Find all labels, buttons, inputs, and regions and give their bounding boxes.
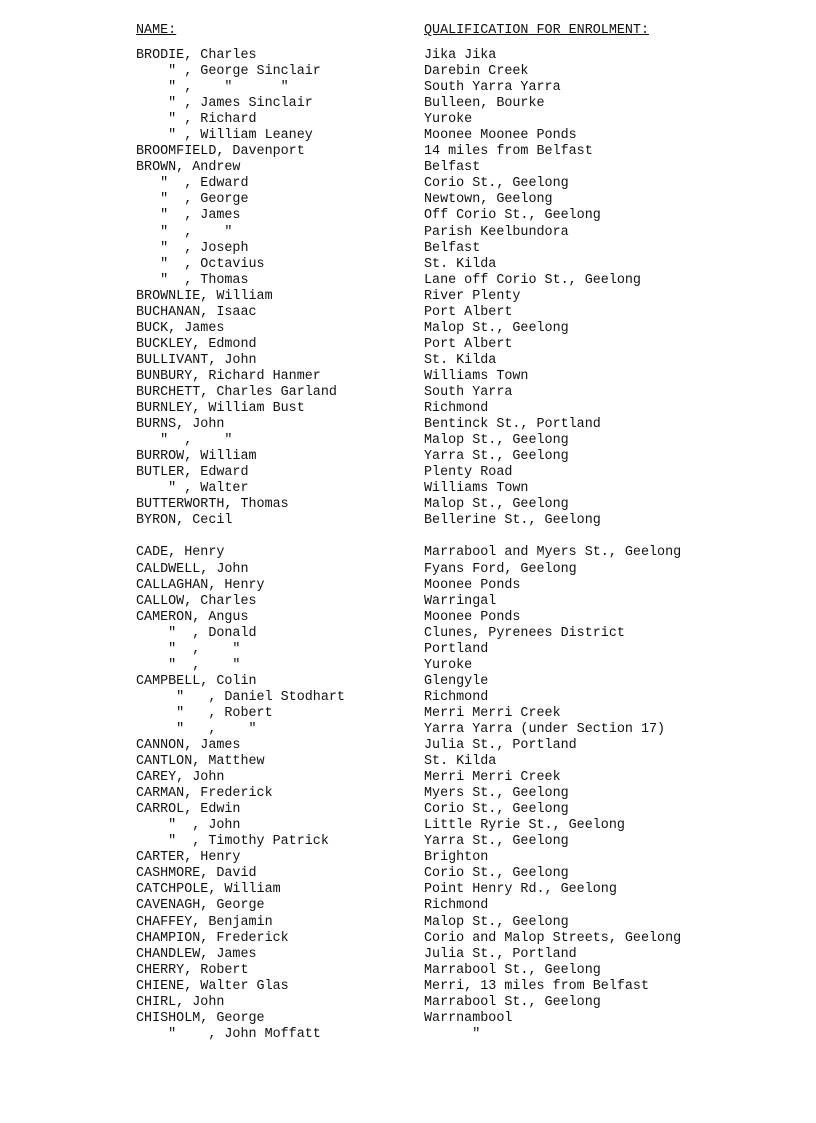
entry-qualification: Williams Town — [424, 368, 529, 384]
entry-qualification: St. Kilda — [424, 754, 497, 770]
entry-qualification: Myers St., Geelong — [424, 786, 569, 802]
list-item — [0, 882, 816, 898]
entry-name: CARMAN, Frederick — [136, 786, 273, 802]
entry-name: " , Octavius — [136, 256, 265, 272]
entry-qualification: Richmond — [424, 689, 489, 705]
list-item — [0, 112, 816, 128]
list-item — [0, 273, 816, 289]
entry-name: CHERRY, Robert — [136, 962, 249, 978]
list-item — [0, 770, 816, 786]
entry-name: " , James — [136, 208, 241, 224]
entry-name: CALDWELL, John — [136, 561, 249, 577]
entry-qualification: Yarra St., Geelong — [424, 449, 569, 465]
entry-qualification: Bentinck St., Portland — [424, 417, 601, 433]
entry-name: BYRON, Cecil — [136, 513, 233, 529]
entry-name: " , Joseph — [136, 240, 249, 256]
list-item — [0, 337, 816, 353]
entry-qualification: Corio St., Geelong — [424, 866, 569, 882]
list-item — [0, 898, 816, 914]
name-column-header: NAME: — [136, 23, 177, 38]
entry-qualification: Yarra Yarra (under Section 17) — [424, 721, 666, 737]
entry-qualification: Malop St., Geelong — [424, 320, 569, 336]
entry-qualification: Point Henry Rd., Geelong — [424, 882, 617, 898]
list-item — [0, 562, 816, 578]
list-item — [0, 578, 816, 594]
list-item — [0, 369, 816, 385]
entry-name: CAMERON, Angus — [136, 609, 249, 625]
entry-name: BUTTERWORTH, Thomas — [136, 497, 289, 513]
entry-qualification: Malop St., Geelong — [424, 497, 569, 513]
entry-name: BUTLER, Edward — [136, 465, 249, 481]
entry-name: BULLIVANT, John — [136, 352, 257, 368]
list-item — [0, 738, 816, 754]
list-item — [0, 674, 816, 690]
list-item — [0, 529, 816, 545]
entry-name: BUCK, James — [136, 320, 225, 336]
entry-name: CANTLON, Matthew — [136, 754, 265, 770]
entry-qualification: South Yarra Yarra — [424, 80, 561, 96]
entry-name: BROWN, Andrew — [136, 160, 241, 176]
list-item — [0, 48, 816, 64]
list-item — [0, 96, 816, 112]
entry-name: CAREY, John — [136, 770, 225, 786]
entry-qualification: Belfast — [424, 160, 481, 176]
entry-name: BURNLEY, William Bust — [136, 401, 305, 417]
entry-name: " , " — [136, 224, 233, 240]
entry-name: " , " — [136, 641, 241, 657]
entry-name: " , " " — [136, 80, 289, 96]
entry-qualification: Marrabool St., Geelong — [424, 994, 601, 1010]
entry-name: CADE, Henry — [136, 545, 225, 561]
entry-qualification: Richmond — [424, 401, 489, 417]
list-item — [0, 690, 816, 706]
entry-qualification: Clunes, Pyrenees District — [424, 625, 625, 641]
list-item — [0, 225, 816, 241]
entry-qualification: 14 miles from Belfast — [424, 144, 593, 160]
entry-qualification: St. Kilda — [424, 352, 497, 368]
list-item — [0, 433, 816, 449]
entry-qualification: Moonee Ponds — [424, 577, 521, 593]
list-item — [0, 321, 816, 337]
list-item — [0, 385, 816, 401]
entry-qualification: Corio and Malop Streets, Geelong — [424, 930, 682, 946]
entry-qualification: Bellerine St., Geelong — [424, 513, 601, 529]
entry-name: " , " — [136, 433, 233, 449]
entry-name: BURCHETT, Charles Garland — [136, 384, 337, 400]
entry-qualification: Brighton — [424, 850, 489, 866]
list-item — [0, 802, 816, 818]
entry-qualification: Corio St., Geelong — [424, 802, 569, 818]
entry-qualification: River Plenty — [424, 288, 521, 304]
column-headers — [0, 22, 816, 40]
entry-name: " , Richard — [136, 112, 257, 128]
entry-name: BUCKLEY, Edmond — [136, 336, 257, 352]
qualification-column-header: QUALIFICATION FOR ENROLMENT: — [424, 23, 649, 38]
entry-name: BUNBURY, Richard Hanmer — [136, 368, 321, 384]
entry-qualification: Plenty Road — [424, 465, 513, 481]
entry-name: CANNON, James — [136, 738, 241, 754]
entry-name: CHIRL, John — [136, 994, 225, 1010]
entry-name: BROWNLIE, William — [136, 288, 273, 304]
entry-qualification: Moonee Moonee Ponds — [424, 128, 577, 144]
entry-qualification: " — [424, 1026, 481, 1042]
entry-name: " , Donald — [136, 625, 257, 641]
list-item — [0, 401, 816, 417]
entry-name: CARTER, Henry — [136, 850, 241, 866]
list-item — [0, 834, 816, 850]
entry-name: CASHMORE, David — [136, 866, 257, 882]
entry-name: " , " — [136, 721, 257, 737]
entry-name: CAVENAGH, George — [136, 898, 265, 914]
entry-qualification: Lane off Corio St., Geelong — [424, 272, 641, 288]
entry-qualification: Merri, 13 miles from Belfast — [424, 978, 649, 994]
entry-qualification: Jika Jika — [424, 48, 497, 63]
entry-name: " , Edward — [136, 176, 249, 192]
entry-name: BURROW, William — [136, 449, 257, 465]
entry-name: CHANDLEW, James — [136, 946, 257, 962]
entry-name: BRODIE, Charles — [136, 48, 257, 63]
list-item — [0, 594, 816, 610]
list-item — [0, 305, 816, 321]
entry-qualification: Yuroke — [424, 657, 473, 673]
entry-qualification: Merri Merri Creek — [424, 705, 561, 721]
entry-qualification: Williams Town — [424, 481, 529, 497]
entry-name: CHAMPION, Frederick — [136, 930, 289, 946]
entry-name: BUCHANAN, Isaac — [136, 304, 257, 320]
entry-qualification: Julia St., Portland — [424, 946, 577, 962]
list-item — [0, 818, 816, 834]
list-item — [0, 1027, 816, 1043]
list-item — [0, 417, 816, 433]
list-item — [0, 642, 816, 658]
entry-qualification: Yarra St., Geelong — [424, 834, 569, 850]
entry-qualification: Yuroke — [424, 112, 473, 128]
entry-name: CHIENE, Walter Glas — [136, 978, 289, 994]
list-item — [0, 128, 816, 144]
list-item — [0, 208, 816, 224]
entry-qualification: Warringal — [424, 593, 497, 609]
list-item — [0, 626, 816, 642]
entry-qualification: Parish Keelbundora — [424, 224, 569, 240]
entry-qualification: Off Corio St., Geelong — [424, 208, 601, 224]
entry-name: CHAFFEY, Benjamin — [136, 914, 273, 930]
list-item — [0, 1011, 816, 1027]
entry-qualification: Little Ryrie St., Geelong — [424, 818, 625, 834]
list-item — [0, 545, 816, 561]
list-item — [0, 610, 816, 626]
entry-name: " , George Sinclair — [136, 64, 321, 80]
list-item — [0, 497, 816, 513]
entry-name: " , William Leaney — [136, 128, 313, 144]
list-item — [0, 915, 816, 931]
entry-qualification: Marrabool and Myers St., Geelong — [424, 545, 682, 561]
entry-qualification: Richmond — [424, 898, 489, 914]
list-item — [0, 513, 816, 529]
entry-name: CALLAGHAN, Henry — [136, 577, 265, 593]
list-item — [0, 931, 816, 947]
entry-name: CATCHPOLE, William — [136, 882, 281, 898]
list-item — [0, 160, 816, 176]
list-item — [0, 465, 816, 481]
entry-qualification: Corio St., Geelong — [424, 176, 569, 192]
entry-name: " , John Moffatt — [136, 1026, 321, 1042]
list-item — [0, 449, 816, 465]
entry-qualification: Merri Merri Creek — [424, 770, 561, 786]
entry-qualification: Marrabool St., Geelong — [424, 962, 601, 978]
entry-name: " , Timothy Patrick — [136, 834, 329, 850]
list-item — [0, 80, 816, 96]
entry-qualification: South Yarra — [424, 384, 513, 400]
list-item — [0, 289, 816, 305]
list-item — [0, 64, 816, 80]
list-item — [0, 979, 816, 995]
list-item — [0, 995, 816, 1011]
entry-qualification: Belfast — [424, 240, 481, 256]
entry-name: " , Thomas — [136, 272, 249, 288]
entry-name: " , Walter — [136, 481, 249, 497]
entry-qualification: Port Albert — [424, 304, 513, 320]
entry-qualification: Newtown, Geelong — [424, 192, 553, 208]
entry-qualification: St. Kilda — [424, 256, 497, 272]
entry-qualification: Darebin Creek — [424, 64, 529, 80]
list-item — [0, 786, 816, 802]
list-item — [0, 754, 816, 770]
entry-qualification: Warrnambool — [424, 1010, 513, 1026]
entry-qualification: Malop St., Geelong — [424, 914, 569, 930]
entry-qualification: Glengyle — [424, 673, 489, 689]
list-item — [0, 722, 816, 738]
list-item — [0, 658, 816, 674]
entry-qualification: Port Albert — [424, 336, 513, 352]
entry-name: BROOMFIELD, Davenport — [136, 144, 305, 160]
entry-name: BURNS, John — [136, 417, 225, 433]
entry-name: " , George — [136, 192, 249, 208]
entry-name: " , John — [136, 818, 241, 834]
list-item — [0, 176, 816, 192]
list-item — [0, 353, 816, 369]
entry-name: " , James Sinclair — [136, 96, 313, 112]
entry-qualification: Moonee Ponds — [424, 609, 521, 625]
entry-qualification: Malop St., Geelong — [424, 433, 569, 449]
list-item — [0, 947, 816, 963]
entry-qualification: Portland — [424, 641, 489, 657]
entry-name: " , Robert — [136, 705, 273, 721]
list-item — [0, 257, 816, 273]
entry-name: " , " — [136, 657, 241, 673]
list-item — [0, 192, 816, 208]
list-item — [0, 963, 816, 979]
entry-qualification: Julia St., Portland — [424, 738, 577, 754]
entry-qualification: Bulleen, Bourke — [424, 96, 545, 112]
entry-name: " , Daniel Stodhart — [136, 689, 345, 705]
list-item — [0, 706, 816, 722]
entry-name: CHISHOLM, George — [136, 1010, 265, 1026]
entry-name: CARROL, Edwin — [136, 802, 241, 818]
list-item — [0, 850, 816, 866]
list-item — [0, 866, 816, 882]
list-item — [0, 241, 816, 257]
enrolment-list — [0, 48, 816, 1043]
entry-qualification: Fyans Ford, Geelong — [424, 561, 577, 577]
entry-name: CALLOW, Charles — [136, 593, 257, 609]
entry-name: CAMPBELL, Colin — [136, 673, 257, 689]
list-item — [0, 144, 816, 160]
list-item — [0, 481, 816, 497]
